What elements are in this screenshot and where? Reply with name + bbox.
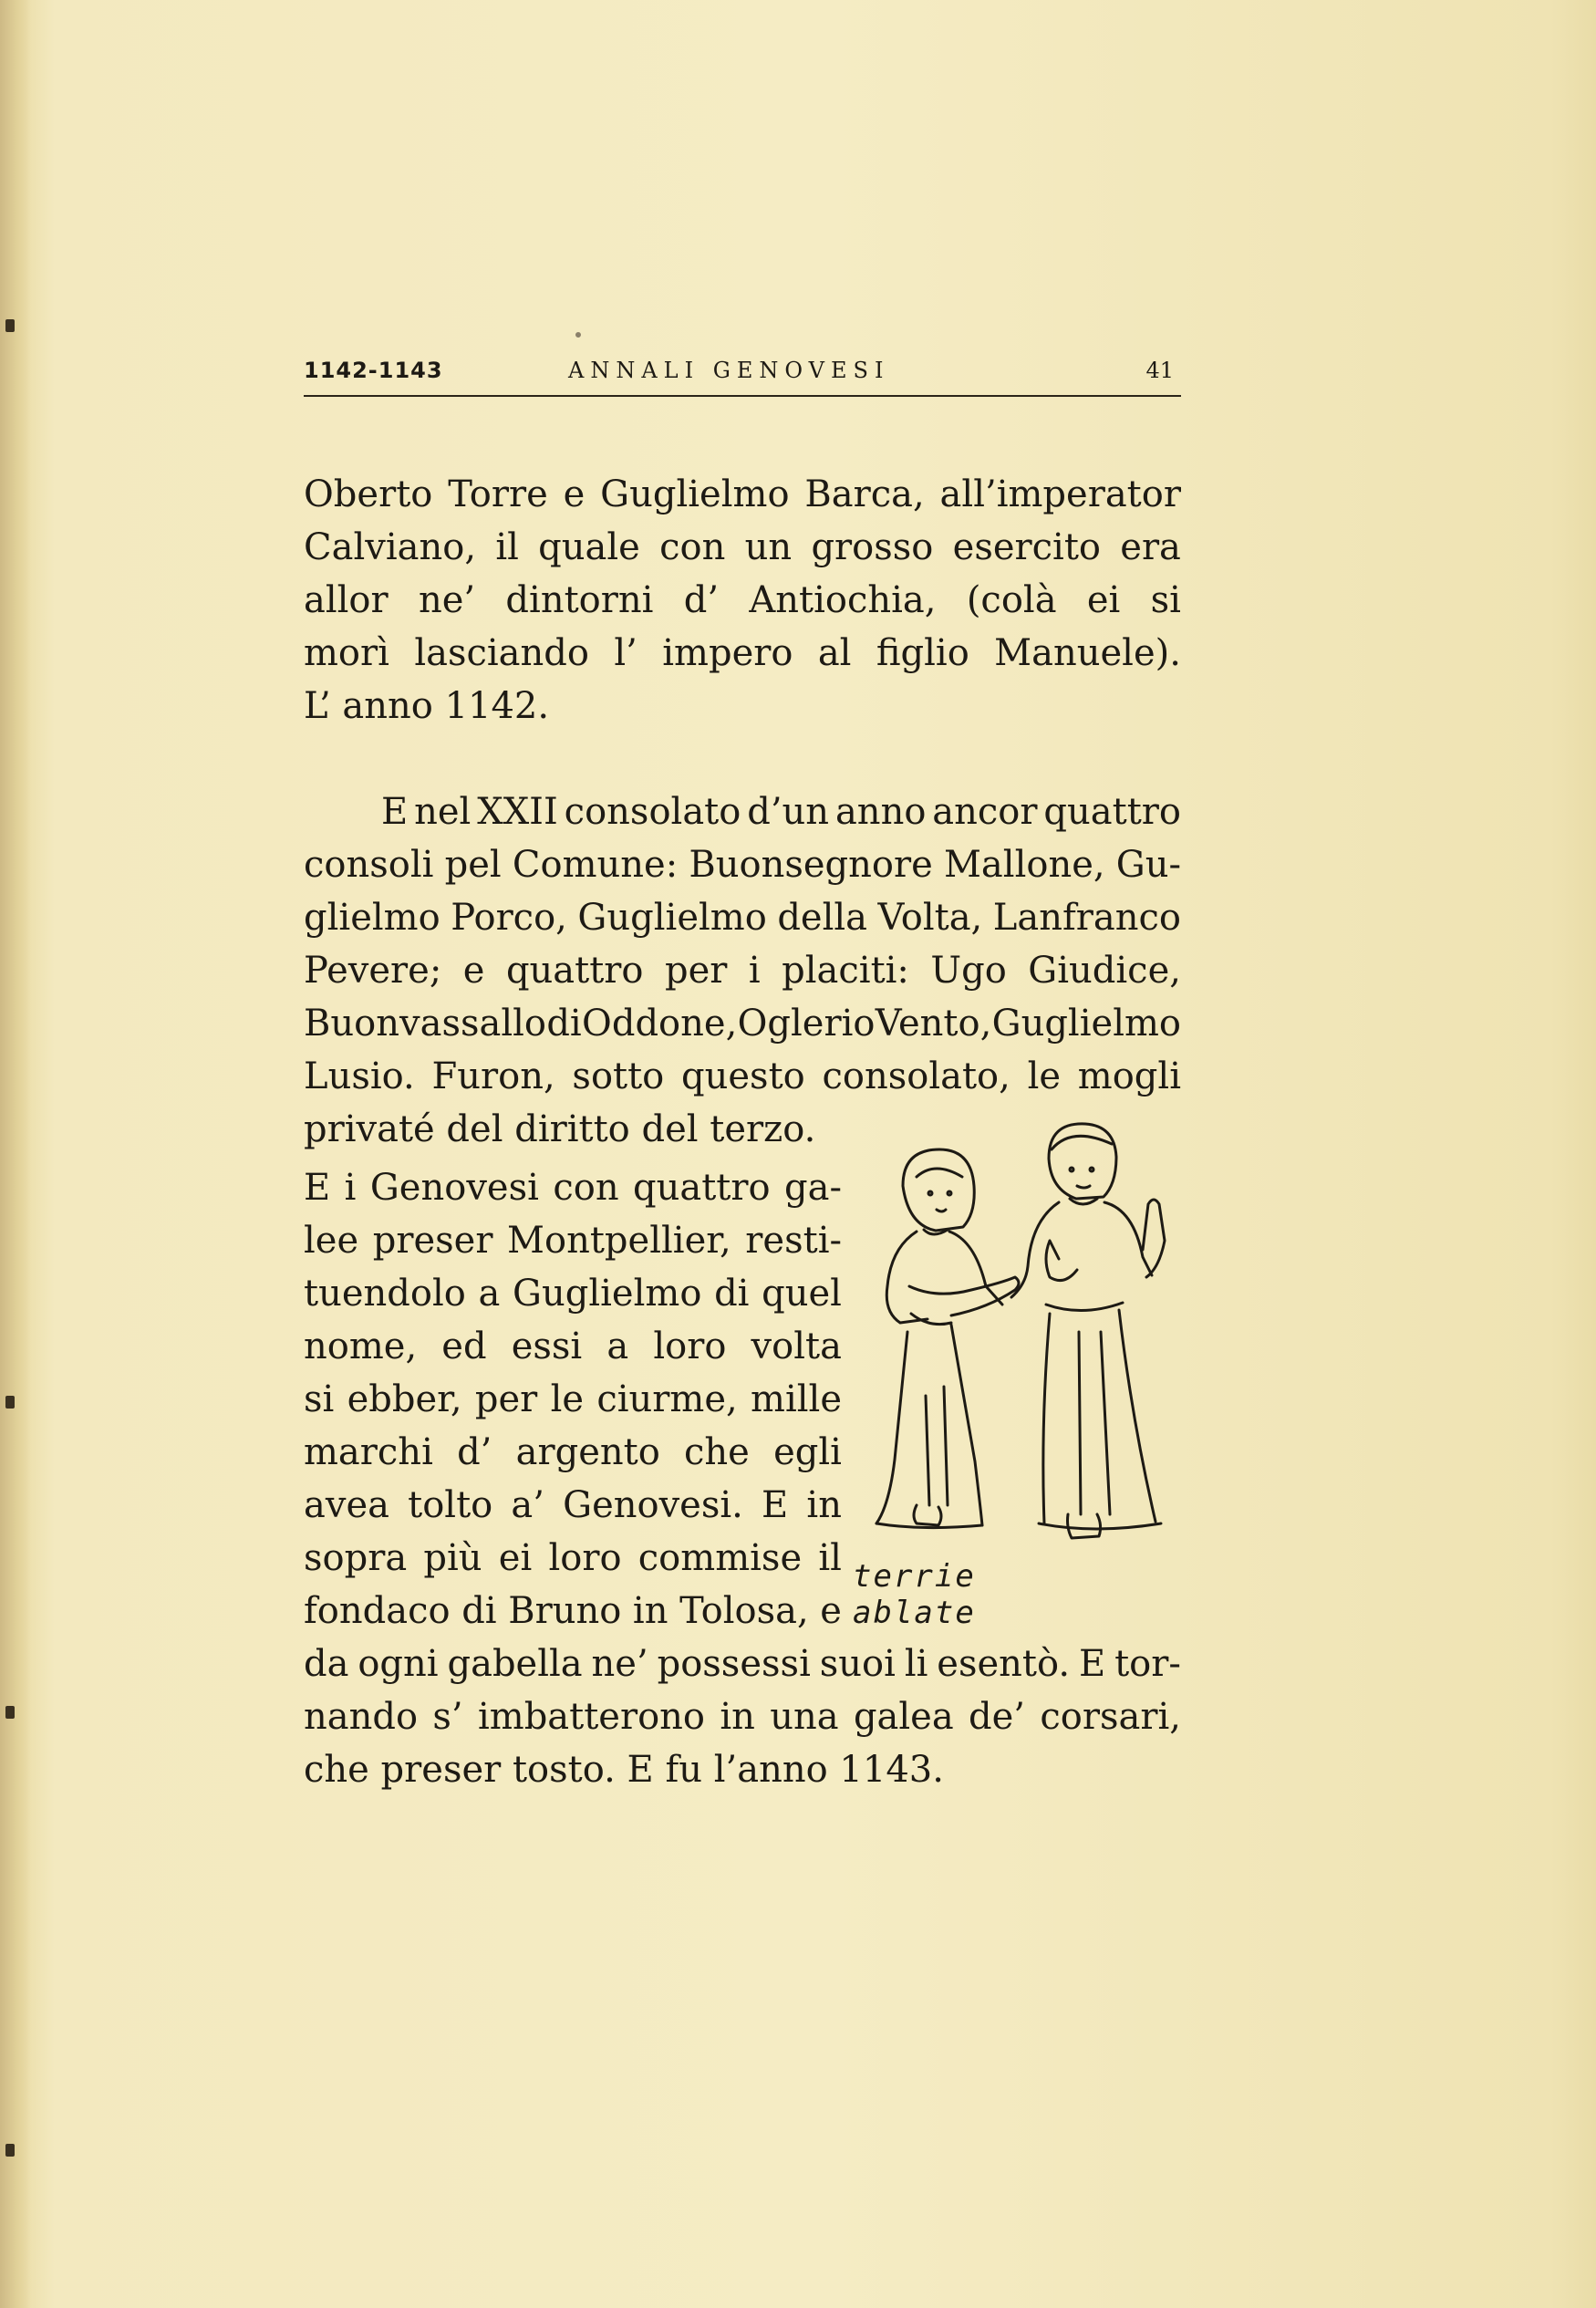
text-line [304, 1532, 842, 1585]
header-title: ANNALI GENOVESI [568, 358, 890, 383]
text-line: che preser tosto. E fu l’anno 1143. [304, 1749, 944, 1791]
word: in [806, 1484, 842, 1526]
text-line [304, 944, 1181, 997]
word: in [720, 1696, 755, 1738]
word: Barca, [804, 473, 925, 515]
text-line [304, 1637, 1181, 1690]
word: a [606, 1326, 629, 1367]
binding-mark [5, 2144, 15, 2157]
text-line [304, 1161, 842, 1214]
word: ne’ [418, 579, 476, 621]
word: una [770, 1696, 839, 1738]
word: galea [853, 1696, 954, 1738]
word: argento [515, 1431, 660, 1473]
word: XXII [477, 791, 558, 833]
word: marchi [304, 1431, 433, 1473]
word: figlio [876, 632, 969, 674]
word: Giudice, [1028, 950, 1181, 992]
word: nel [414, 791, 472, 833]
word: Pevere; [304, 950, 442, 992]
word: gabella [447, 1643, 583, 1685]
word: Porco, [451, 897, 567, 939]
word: ei [1086, 579, 1121, 621]
word: nando [304, 1696, 419, 1738]
header-rule [304, 395, 1181, 397]
word: Furon, [431, 1055, 555, 1097]
word: da [304, 1643, 349, 1685]
word: le [550, 1378, 585, 1420]
word: lasciando [414, 632, 589, 674]
word: esentò. [937, 1643, 1071, 1685]
word: d’ [683, 579, 720, 621]
word: Manuele). [994, 632, 1181, 674]
text-line [304, 997, 1181, 1050]
word: Buonvassallo [304, 1003, 547, 1045]
word: ed [441, 1326, 487, 1367]
word: glielmo [304, 897, 440, 939]
binding-mark [5, 319, 15, 332]
word: de’ [969, 1696, 1026, 1738]
word: tuendolo [304, 1273, 466, 1315]
word: Ugo [930, 950, 1007, 992]
word: Lanfranco [992, 897, 1181, 939]
word: egli [773, 1431, 842, 1473]
word: Mallone, [943, 844, 1105, 886]
word: tolto [408, 1484, 493, 1526]
word: dintorni [505, 579, 654, 621]
word: era [1120, 526, 1181, 568]
word: placiti: [782, 950, 909, 992]
word: di [546, 1003, 582, 1045]
book-spine-edge [0, 0, 31, 2308]
running-header [304, 354, 1179, 394]
word: di [461, 1590, 497, 1632]
word: E [304, 1167, 331, 1209]
word: grosso [811, 526, 934, 568]
word: Calviano, [304, 526, 477, 568]
word: sotto [572, 1055, 665, 1097]
word: fondaco [304, 1590, 451, 1632]
word: loro [653, 1326, 727, 1367]
word: si [1150, 579, 1181, 621]
page-number: 41 [1145, 358, 1174, 383]
word: avea [304, 1484, 389, 1526]
word: ebber, [347, 1378, 462, 1420]
word: e [820, 1590, 842, 1632]
paper-speck [575, 332, 581, 338]
word: consolato [564, 791, 741, 833]
text-line [304, 521, 1181, 574]
word: Buonsegnore [689, 844, 933, 886]
closing-paragraph [304, 1637, 1181, 1796]
text-line [304, 1690, 1181, 1743]
word: della [777, 897, 868, 939]
text-line [304, 1267, 842, 1320]
word: quattro [1043, 791, 1181, 833]
word: sopra [304, 1537, 408, 1579]
word: volta [751, 1326, 842, 1367]
text-line [304, 1050, 1181, 1103]
word: mogli [1077, 1055, 1181, 1097]
word: (colà [966, 579, 1057, 621]
word: al [817, 632, 852, 674]
word: nome, [304, 1326, 418, 1367]
illustration-two-women [853, 1122, 1199, 1596]
word: a’ [511, 1484, 544, 1526]
text-line [304, 574, 1181, 627]
word: possessi [657, 1643, 811, 1685]
text-line [304, 1214, 842, 1267]
word: Guglielmo [513, 1273, 702, 1315]
text-line [304, 1479, 842, 1532]
word: Oberto [304, 473, 433, 515]
word: commise [637, 1537, 803, 1579]
word: Gu- [1115, 844, 1181, 886]
word: consolato, [822, 1055, 1010, 1097]
word: l’ [614, 632, 637, 674]
word: un [744, 526, 793, 568]
word: in [632, 1590, 668, 1632]
word: i [748, 950, 761, 992]
binding-mark [5, 1396, 15, 1409]
word: quale [538, 526, 640, 568]
paragraph-1 [304, 468, 1181, 733]
word: anno [834, 791, 927, 833]
word: di [714, 1273, 750, 1315]
text-line [304, 1426, 842, 1479]
word: Tolosa, [679, 1590, 809, 1632]
word: li [904, 1643, 928, 1685]
word: ogni [358, 1643, 439, 1685]
paragraph-2 [304, 785, 1181, 1156]
word: suoi [819, 1643, 896, 1685]
word: il [495, 526, 519, 568]
word: ancor [932, 791, 1038, 833]
word: che [684, 1431, 750, 1473]
text-line [304, 1320, 842, 1373]
word: loro [548, 1537, 622, 1579]
text-line [304, 468, 1181, 521]
word: E [762, 1484, 789, 1526]
word: Vento, [875, 1003, 992, 1045]
word: Volta, [877, 897, 983, 939]
word: Genovesi [369, 1167, 539, 1209]
word: si [304, 1378, 335, 1420]
word: Genovesi. [563, 1484, 743, 1526]
word: con [553, 1167, 619, 1209]
word: più [423, 1537, 482, 1579]
word: esercito [952, 526, 1101, 568]
word: morì [304, 632, 389, 674]
word: e [563, 473, 586, 515]
word: ei [498, 1537, 533, 1579]
word: Guglielmo [577, 897, 767, 939]
text-line: privaté del diritto del terzo. [304, 1108, 816, 1150]
word: lee [304, 1220, 359, 1262]
word: Montpellier, [507, 1220, 731, 1262]
woman-left-figure [876, 1149, 1019, 1528]
word: con [659, 526, 726, 568]
word: per [664, 950, 728, 992]
word: Oddone, [582, 1003, 738, 1045]
text-line [304, 891, 1181, 944]
illustration-drawing [853, 1122, 1199, 1596]
text-line [304, 1585, 842, 1637]
word: Bruno [508, 1590, 622, 1632]
word: ciurme, [596, 1378, 738, 1420]
word: le [1027, 1055, 1062, 1097]
text-line: L’ anno 1142. [304, 685, 550, 727]
binding-mark [5, 1706, 15, 1719]
illustration-caption: terrie ablate [853, 1558, 976, 1631]
text-line [304, 627, 1181, 680]
word: impero [662, 632, 793, 674]
word: Lusio. [304, 1055, 415, 1097]
word: tor- [1114, 1643, 1181, 1685]
word: ne’ [591, 1643, 648, 1685]
word: all’imperator [939, 473, 1181, 515]
word: s’ [432, 1696, 463, 1738]
word: consoli [304, 844, 434, 886]
word: d’un [747, 791, 830, 833]
word: quattro [505, 950, 644, 992]
word: preser [372, 1220, 493, 1262]
word: quel [762, 1273, 842, 1315]
word: essi [511, 1326, 583, 1367]
word: E [1079, 1643, 1106, 1685]
word: a [478, 1273, 501, 1315]
word: il [818, 1537, 842, 1579]
word: Torre [448, 473, 548, 515]
word: Guglielmo [600, 473, 790, 515]
word: Comune: [512, 844, 679, 886]
header-years: 1142-1143 [304, 358, 443, 383]
word: resti- [745, 1220, 842, 1262]
word: per [474, 1378, 538, 1420]
word: Guglielmo [991, 1003, 1181, 1045]
word: i [344, 1167, 357, 1209]
word: mille [751, 1378, 842, 1420]
word: ga- [784, 1167, 842, 1209]
word: E [381, 791, 409, 833]
word: d’ [457, 1431, 492, 1473]
word: quattro [633, 1167, 771, 1209]
word: Oglerio [737, 1003, 876, 1045]
text-line [304, 785, 1181, 838]
woman-right-figure [1011, 1124, 1165, 1538]
word: questo [681, 1055, 805, 1097]
word: allor [304, 579, 389, 621]
wrapped-paragraph [304, 1161, 842, 1637]
word: corsari, [1040, 1696, 1181, 1738]
word: imbatterono [477, 1696, 706, 1738]
word: pel [444, 844, 502, 886]
word: e [462, 950, 485, 992]
text-line [304, 1373, 842, 1426]
text-line [304, 838, 1181, 891]
word: Antiochia, [749, 579, 937, 621]
